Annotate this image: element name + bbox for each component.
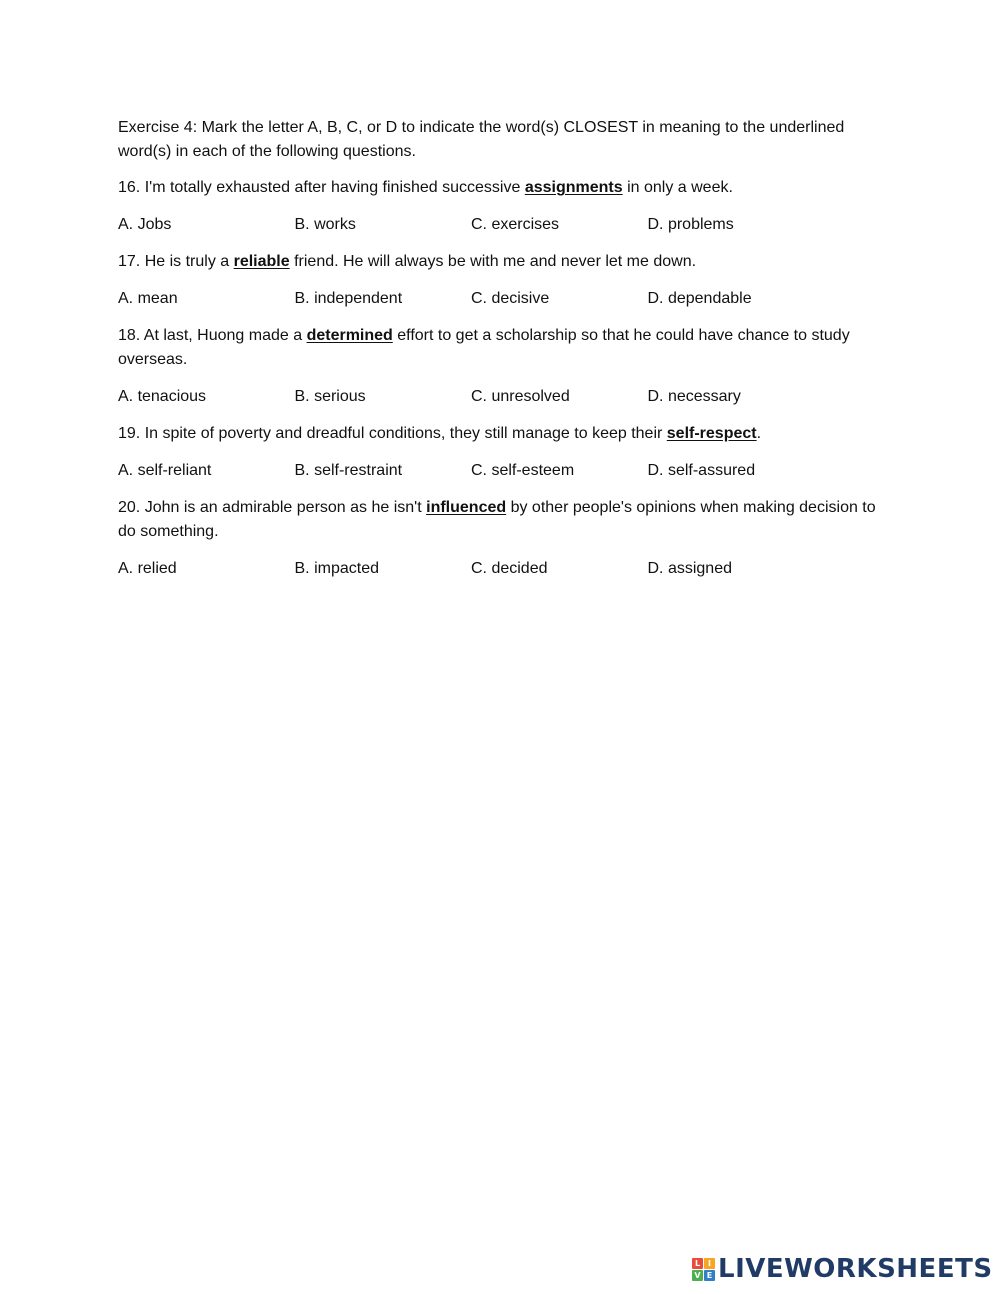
- underlined-word: reliable: [233, 253, 290, 270]
- stem-text-after: effort to get a scholarship so that he could have chance to study overseas.: [118, 327, 850, 368]
- question-stem: [118, 324, 888, 372]
- underlined-word: determined: [306, 327, 393, 344]
- logo-tile-e: E: [704, 1270, 715, 1281]
- answer-options: [118, 385, 888, 409]
- exercise-instructions: Exercise 4: Mark the letter A, B, C, or D to indicate the word(s) CLOSEST in meaning to the underlined word(s) in each of the following questions.: [118, 119, 845, 160]
- option-d[interactable]: D. dependable: [647, 290, 752, 307]
- stem-text-after: friend. He will always be with me and never let me down.: [289, 253, 697, 270]
- worksheet-page: [118, 116, 888, 594]
- question-18: [118, 324, 888, 409]
- underlined-word: assignments: [524, 179, 623, 196]
- option-a[interactable]: A. Jobs: [118, 216, 172, 233]
- option-c[interactable]: C. exercises: [471, 216, 560, 233]
- option-b[interactable]: B. serious: [294, 388, 366, 405]
- option-c[interactable]: C. unresolved: [471, 388, 570, 405]
- question-stem: [118, 496, 888, 544]
- liveworksheets-logo: [692, 1252, 993, 1286]
- question-stem: [118, 422, 888, 446]
- option-d[interactable]: D. self-assured: [647, 462, 756, 479]
- option-b[interactable]: B. self-restraint: [294, 462, 403, 479]
- answer-options: [118, 213, 888, 237]
- question-16: [118, 176, 888, 237]
- stem-text-after: .: [756, 425, 762, 442]
- option-b[interactable]: B. independent: [294, 290, 403, 307]
- liveworksheets-logo-icon: [692, 1258, 715, 1281]
- option-d[interactable]: D. necessary: [647, 388, 741, 405]
- answer-options: [118, 459, 888, 483]
- logo-tile-v: V: [692, 1270, 703, 1281]
- option-a[interactable]: A. relied: [118, 560, 177, 577]
- answer-options: [118, 557, 888, 581]
- option-b[interactable]: B. works: [294, 216, 356, 233]
- stem-text-before: 19. In spite of poverty and dreadful conditions, they still manage to keep their: [118, 425, 667, 442]
- logo-tile-l: L: [692, 1258, 703, 1269]
- question-19: [118, 422, 888, 483]
- option-b[interactable]: B. impacted: [294, 560, 379, 577]
- answer-options: [118, 287, 888, 311]
- stem-text-after: in only a week.: [622, 179, 733, 196]
- option-a[interactable]: A. self-reliant: [118, 462, 212, 479]
- stem-text-before: 18. At last, Huong made a: [118, 327, 307, 344]
- option-c[interactable]: C. self-esteem: [471, 462, 575, 479]
- question-stem: [118, 250, 888, 274]
- stem-text-after: by other people's opinions when making decision to do something.: [118, 499, 876, 540]
- question-20: [118, 496, 888, 581]
- option-d[interactable]: D. problems: [647, 216, 734, 233]
- underlined-word: self-respect: [666, 425, 757, 442]
- stem-text-before: 20. John is an admirable person as he isn't: [118, 499, 427, 516]
- logo-text: LIVEWORKSHEETS: [718, 1254, 993, 1284]
- option-a[interactable]: A. mean: [118, 290, 178, 307]
- option-c[interactable]: C. decisive: [471, 290, 550, 307]
- question-17: [118, 250, 888, 311]
- stem-text-before: 16. I'm totally exhausted after having finished successive: [118, 179, 525, 196]
- option-c[interactable]: C. decided: [471, 560, 548, 577]
- logo-tile-i: I: [704, 1258, 715, 1269]
- question-stem: [118, 176, 888, 200]
- option-d[interactable]: D. assigned: [647, 560, 732, 577]
- option-a[interactable]: A. tenacious: [118, 388, 207, 405]
- stem-text-before: 17. He is truly a: [118, 253, 234, 270]
- underlined-word: influenced: [426, 499, 507, 516]
